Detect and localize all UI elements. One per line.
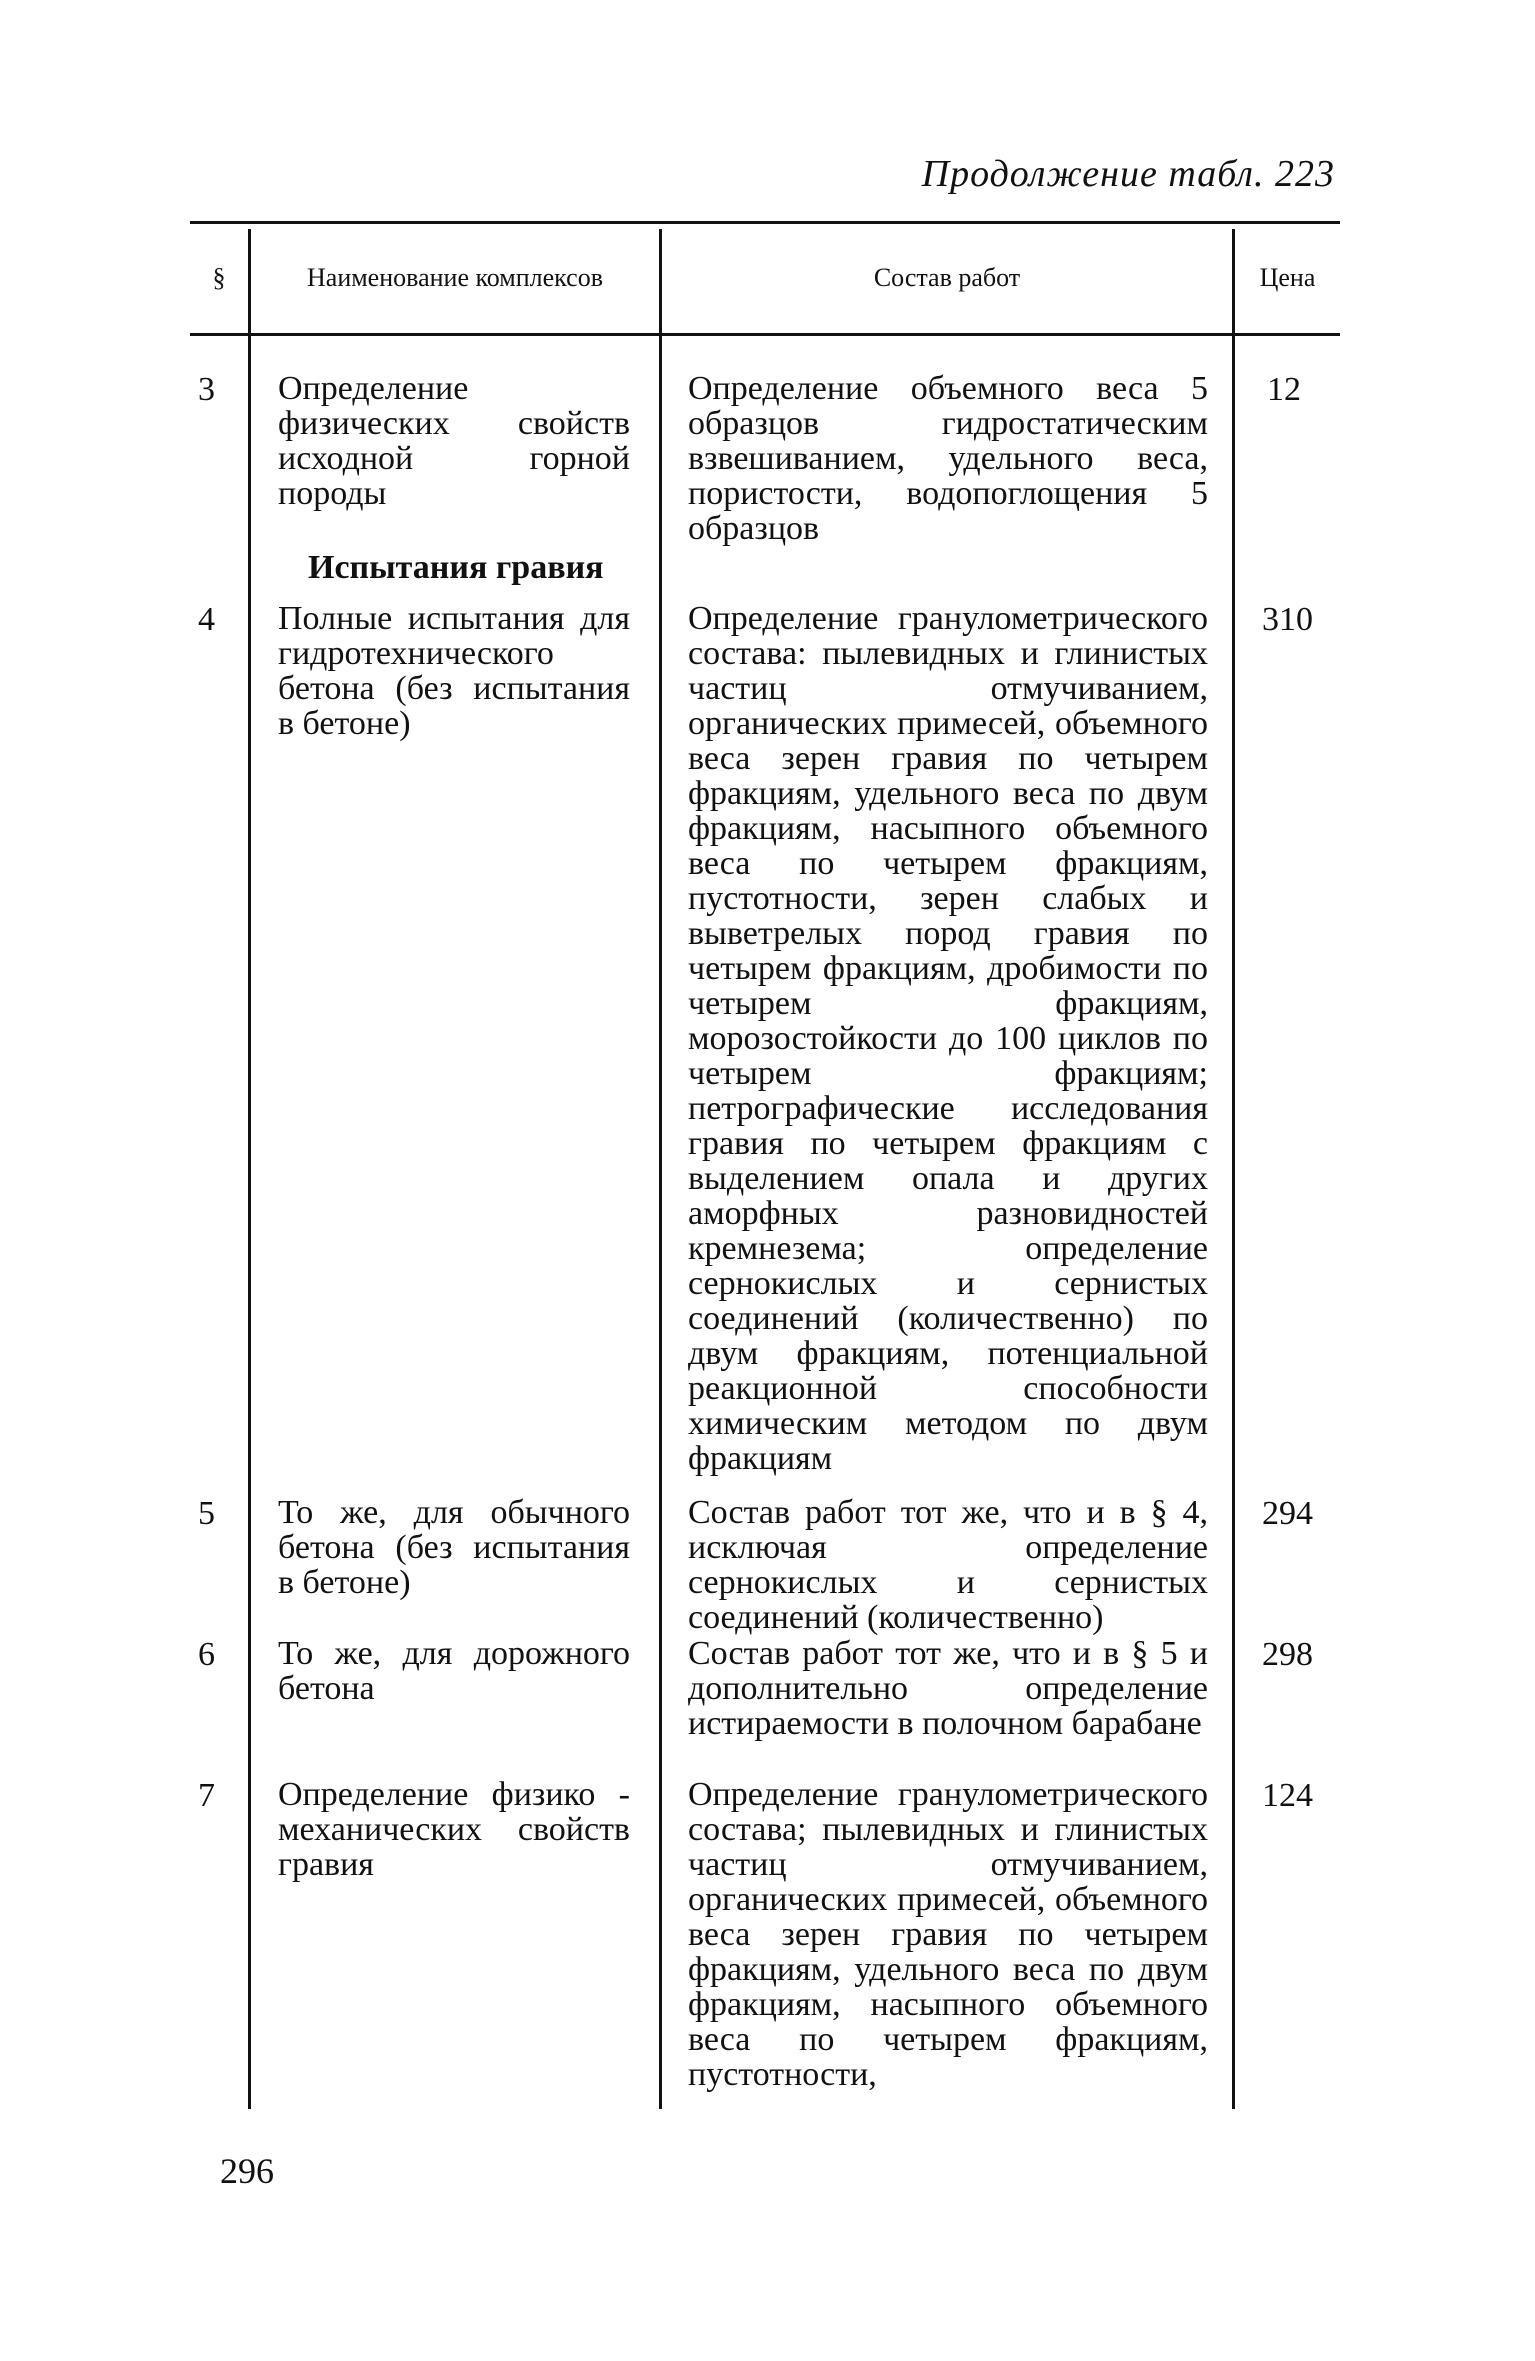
row-5-work: Состав работ тот же, что и в § 4, исключая определение сернокислых и сернистых соединений (количественно) [688,1494,1208,1636]
row-4-name: Полные испытания для гидротехнического бетона (без испытания в бетоне) [278,600,630,742]
row-4-work: Определение гранулометрического состава: пылевидных и глинистых частиц отмучиванием, органических примесей, объемного веса зерен гравия по четырем фракциям, удельного веса по двум фракциям, насыпного объемного веса по четырем фракциям, пустотности, зерен слабых и выветрелых пород гравия по четырем фракциям, дробимости по четырем фракциям, морозостойкости до 100 циклов по четырем фракциям; петрографические исследования гравия по четырем фракциям с выделением опала и других аморфных разновидностей кремнезема; определение сернокислых и сернистых соединений (количественно) по двум фракциям, потенциальной реакционной способности химическим методом по двум фракциям [688,600,1208,1477]
header-complex-name: Наименование комплексов [307,263,603,292]
row-3-name: Определение физических свойств исходной горной породы [278,370,630,512]
row-6-number: 6 [198,1636,215,1673]
header-work-composition: Состав работ [873,263,1021,292]
row-5-price: 294 [1262,1495,1313,1532]
row-6-name: То же, для дорожного бетона [278,1635,630,1707]
page-number: 296 [220,2151,274,2191]
column-divider-3 [1232,229,1235,2109]
table-continuation-caption: Продолжение табл. 223 [921,153,1335,195]
row-4-number: 4 [198,601,215,638]
row-4-price: 310 [1262,601,1313,638]
header-price: Цена [1259,263,1316,292]
row-7-work: Определение гранулометрического состава; пылевидных и глинистых частиц отмучиванием, органических примесей, объемного веса зерен гравия по четырем фракциям, удельного веса по двум фракциям, насыпного объемного веса по четырем фракциям, пустотности, [688,1776,1208,2093]
row-6-price: 298 [1262,1636,1313,1673]
row-3-work: Определение объемного веса 5 образцов гидростатическим взвешиванием, удельного веса, пористости, водопоглощения 5 образцов [688,370,1208,547]
works-table [190,221,1340,2121]
row-7-number: 7 [198,1777,215,1814]
row-3-number: 3 [198,371,215,408]
row-7-name: Определение физико - механических свойств гравия [278,1776,630,1883]
row-7-price: 124 [1262,1777,1313,1814]
row-5-name: То же, для обычного бетона (без испытания в бетоне) [278,1494,630,1601]
header-paragraph-sign: § [212,263,226,292]
column-divider-2 [659,229,662,2109]
row-6-work: Состав работ тот же, что и в § 5 и дополнительно определение истираемости в полочном барабане [688,1635,1208,1742]
row-5-number: 5 [198,1495,215,1532]
column-divider-1 [248,229,251,2109]
section-heading: Испытания гравия [308,549,604,586]
row-3-price: 12 [1267,371,1301,408]
